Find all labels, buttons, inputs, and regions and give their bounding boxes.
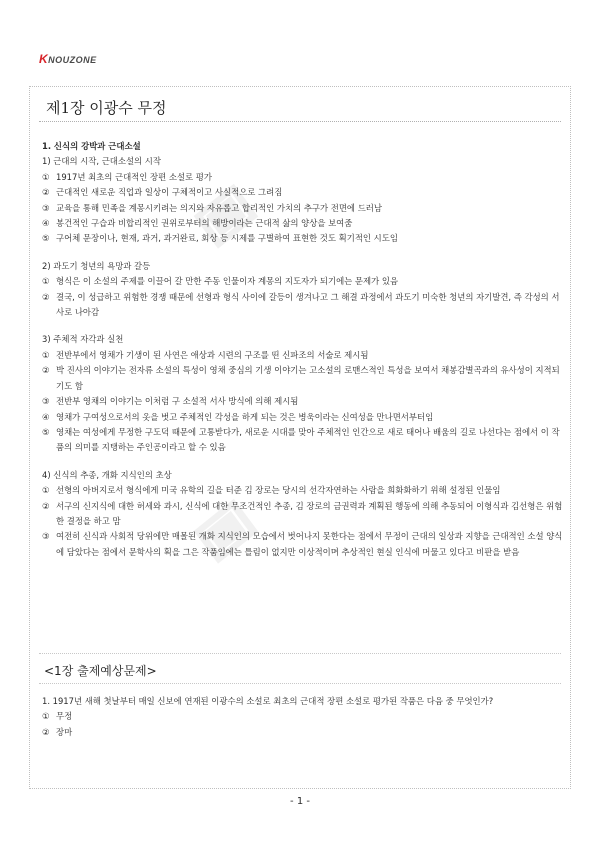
list-item [42, 529, 564, 560]
list-text: 선형의 아버지로서 형식에게 미국 유학의 길을 터준 김 장로는 당시의 선각자연하는 사람을 희화화하기 위해 설정된 인물임 [56, 485, 501, 496]
list-marker: ③ [42, 202, 50, 213]
watermark-bottom: ◈ [190, 480, 252, 569]
list-text: 박 진사의 이야기는 전자류 소설의 특성이 영채 중심의 기생 이야기는 고소설의 로맨스적인 특성을 보여서 채봉감별곡과의 유사성이 지적되기도 함 [56, 365, 560, 391]
list-text: 봉건적인 구습과 비합리적인 권위로부터의 해방이라는 근대적 삶의 양상을 보여줌 [56, 218, 353, 229]
list-item [42, 201, 564, 216]
list-text: 교육을 통해 민족을 계몽시키려는 의지와 자유롭고 합리적인 가치의 추구가 전면에 드러남 [56, 202, 382, 213]
list-marker: ① [42, 349, 50, 360]
list-item [42, 348, 564, 363]
list-text: 장마 [56, 726, 73, 737]
list-marker: ② [42, 187, 50, 198]
subsection-1-list [42, 170, 564, 247]
list-item [42, 483, 564, 498]
list-text: 구어체 문장이나, 현재, 과거, 과거완료, 회상 등 시제를 구별하여 표현한 것도 획기적인 시도임 [56, 233, 398, 244]
list-marker: ⑤ [42, 426, 50, 437]
exam-question-block [42, 694, 564, 740]
exam-divider-bottom [39, 683, 561, 684]
subsection-title: 1) 근대의 시작, 근대소설의 시작 [42, 156, 161, 167]
subsection-3-list [42, 348, 564, 456]
list-text: 여전히 신식과 사회적 당위에만 매몰된 개화 지식인의 모습에서 벗어나지 못한다는 점에서 무정이 근대의 일상과 지향을 근대적인 소설 양식에 담았다는 점에서 문학사의 획을 그은 작품임에는 틀림이 없지만 이상적이며 추상적인 현실 인식에 머물고 있다고 비판을 받음 [56, 531, 563, 557]
list-text: 전반부에서 영채가 기생이 된 사연은 애상과 시련의 구조를 띤 신파조의 서술로 제시됨 [56, 349, 369, 360]
subsection-4-list [42, 483, 564, 560]
subsection-2-list [42, 274, 564, 320]
list-text: 형식은 이 소설의 주제를 이끌어 갈 만한 주동 인물이자 계몽의 지도자가 되기에는 문제가 있음 [56, 276, 399, 287]
list-item [42, 170, 564, 185]
exam-divider-top [39, 653, 561, 654]
list-marker: ② [42, 291, 50, 302]
exam-title: <1장 출제예상문제> [44, 664, 157, 678]
list-item [42, 394, 564, 409]
title-divider [39, 121, 561, 122]
logo-k: K [39, 52, 49, 66]
list-text: 영채가 구여성으로서의 옷을 벗고 주체적인 각성을 하게 되는 것은 병욱이라는 신여성을 만나면서부터임 [56, 411, 434, 422]
list-text: 1917년 최초의 근대적인 장편 소설로 평가 [56, 171, 212, 182]
subsection-title: 3) 주체적 자각과 실천 [42, 334, 124, 345]
list-marker: ③ [42, 531, 50, 542]
list-item [42, 425, 564, 456]
watermark-top: ◈ [190, 165, 252, 254]
section-content [42, 139, 564, 560]
list-item [42, 709, 564, 724]
list-marker: ① [42, 485, 50, 496]
list-item [42, 725, 564, 740]
exam-question: 1. 1917년 새해 첫날부터 매일 신보에 연재된 이광수의 소설로 최초의 근대적 장편 소설로 평가된 작품은 다음 중 무엇인가? [42, 696, 494, 706]
list-text: 무정 [56, 711, 73, 722]
list-marker: ① [42, 276, 50, 287]
list-marker: ② [42, 500, 50, 511]
logo-text: NOUZONE [48, 55, 97, 65]
subsection-title: 2) 과도기 청년의 욕망과 갈등 [42, 260, 151, 271]
list-item [42, 410, 564, 425]
list-text: 결국, 이 성급하고 위험한 경쟁 때문에 선형과 형식 사이에 갈등이 생겨나고 그 해결 과정에서 과도기 미숙한 청년의 자기발견, 즉 각성의 서사로 나아감 [56, 291, 560, 318]
list-text: 영채는 여성에게 무정한 구도덕 때문에 고통받다가, 새로운 시대를 맞아 주체적인 인간으로 새로 태어나 배움의 길로 나선다는 점에서 이 작품의 의미를 지탱하는 주인공이라고 할 수 있음 [56, 426, 560, 453]
list-marker: ① [42, 711, 50, 722]
list-item [42, 185, 564, 200]
section-title: 1. 신식의 강박과 근대소설 [42, 141, 141, 151]
list-item [42, 290, 564, 321]
list-text: 서구의 신지식에 대한 허세와 과시, 신식에 대한 무조건적인 추종, 김 장로의 금권력과 계획된 행동에 의해 추동되어 이형식과 김선형은 위험한 결정을 하고 맘 [56, 500, 563, 526]
list-item [42, 231, 564, 246]
list-text: 전반부 영채의 이야기는 이처럼 구 소설적 서사 방식에 의해 제시됨 [56, 396, 299, 407]
list-marker: ② [42, 726, 50, 737]
list-marker: ④ [42, 218, 50, 229]
list-marker: ② [42, 365, 50, 376]
list-item [42, 216, 564, 231]
list-marker: ③ [42, 396, 50, 407]
subsection-title: 4) 신식의 추종, 개화 지식인의 초상 [42, 469, 172, 480]
knouzone-logo [39, 52, 97, 66]
page-number: - 1 - [290, 796, 310, 807]
list-text: 근대적인 새로운 직업과 일상이 구체적이고 사실적으로 그려짐 [56, 187, 283, 198]
list-marker: ① [42, 171, 50, 182]
list-item [42, 363, 564, 394]
list-item [42, 274, 564, 289]
chapter-title: 제1장 이광수 무정 [46, 99, 167, 117]
list-marker: ④ [42, 411, 50, 422]
list-marker: ⑤ [42, 233, 50, 244]
list-item [42, 499, 564, 530]
exam-options [42, 709, 564, 740]
